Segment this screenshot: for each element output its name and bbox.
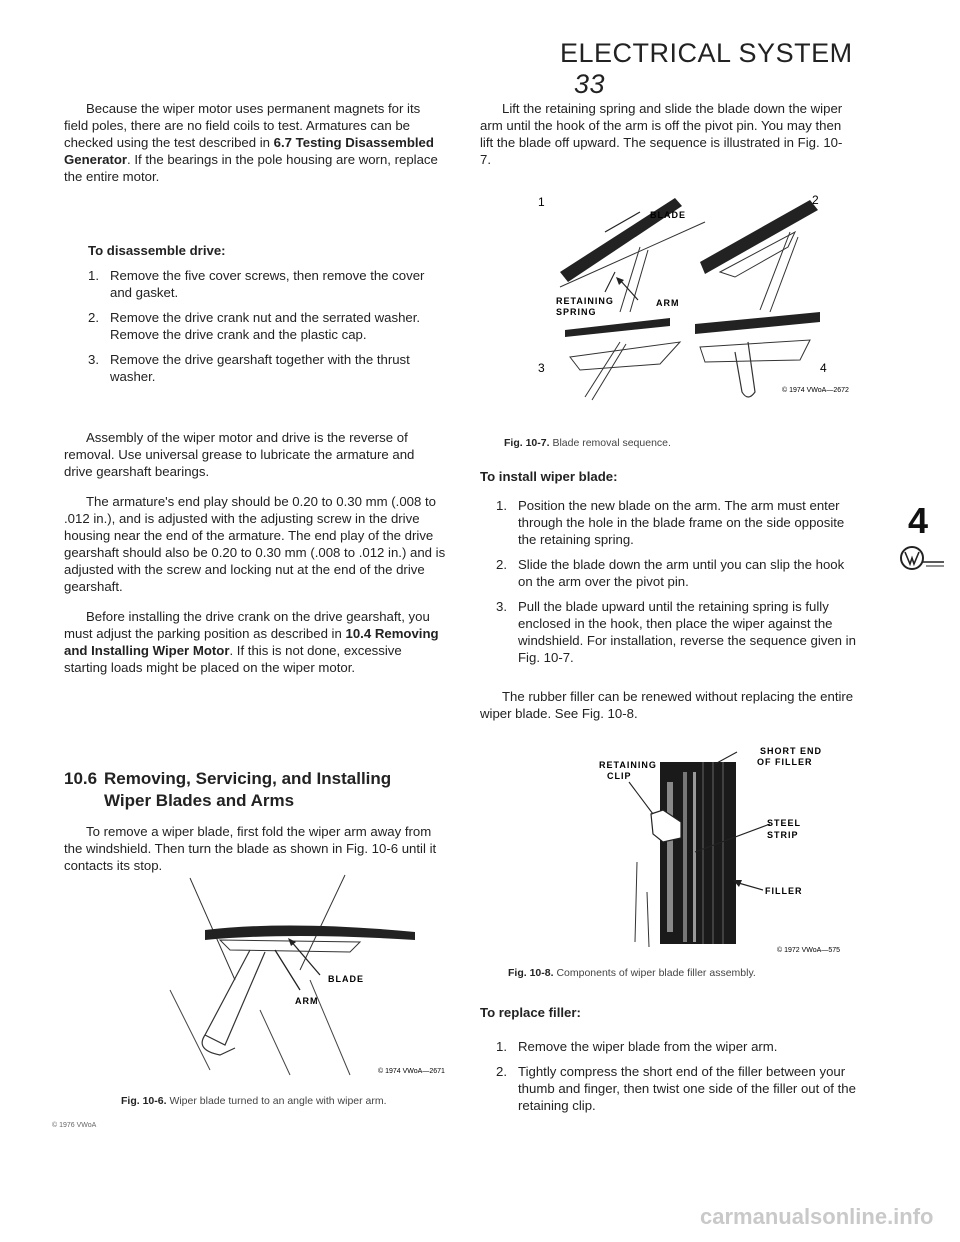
caption-text: Components of wiper blade filler assembly.: [556, 967, 756, 979]
install-steps-list: [496, 497, 860, 666]
caption-text: Wiper blade turned to an angle with wiper arm.: [169, 1095, 387, 1107]
cross-reference: 10.4 Removing and Installing Wiper Motor: [64, 626, 439, 658]
list-item: 1. Remove the wiper blade from the wiper arm.: [496, 1039, 778, 1054]
subheading-replace-filler: To replace filler:: [480, 1005, 581, 1020]
caption-text: Blade removal sequence.: [552, 437, 671, 449]
paragraph-filler: The rubber filler can be renewed without replacing the entire wiper blade. See Fig. 10-8.: [480, 689, 854, 721]
drive-steps-list: [88, 267, 446, 385]
right-paragraph-lift: [480, 100, 852, 168]
paragraph-assembly: Assembly of the wiper motor and drive is the reverse of removal. Use universal grease to lubricate the armature and drive gearshaft bearings.: [64, 430, 415, 479]
figure-label: STRIP: [767, 830, 799, 840]
step-number: 3: [538, 361, 546, 375]
figure-caption: [508, 967, 858, 979]
figure-10-8: [555, 742, 855, 954]
vw-logo-icon: [900, 545, 946, 571]
list-item: 1. Position the new blade on the arm. The arm must enter through the hole in the blade frame on the side opposite the retaining spring.: [496, 498, 845, 547]
filler-assembly-illustration: [555, 742, 855, 954]
caption-number: Fig. 10-7.: [504, 437, 550, 449]
page-header: [560, 38, 860, 100]
figure-label: STEEL: [767, 818, 802, 828]
figure-credit: © 1974 VWoA—2671: [378, 1068, 445, 1075]
watermark: carmanualsonline.info: [700, 1204, 934, 1229]
figure-label: BLADE: [650, 210, 686, 220]
install-blade-section: [480, 468, 860, 722]
subheading-install-blade: To install wiper blade:: [480, 469, 618, 484]
blade-removal-illustration: [530, 192, 855, 414]
step-number: 1: [538, 195, 546, 209]
section-title-line1: Removing, Servicing, and Installing: [104, 769, 392, 788]
copyright-notice: © 1976 VWoA: [52, 1122, 97, 1129]
figure-credit: © 1974 VWoA—2672: [782, 387, 849, 394]
figure-label: CLIP: [607, 771, 632, 781]
subheading-disassemble-drive: To disassemble drive:: [88, 243, 226, 258]
figure-10-6: [150, 870, 450, 1085]
paragraph-lift-spring: Lift the retaining spring and slide the blade down the wiper arm until the hook of the arm is off the pivot pin. You may then lift the blade off upward. The sequence is illustrated in Fig. 10-7.: [480, 101, 843, 167]
paragraph-remove-blade: To remove a wiper blade, first fold the wiper arm away from the windshield. Then turn the blade as shown in Fig. 10-6 until it contacts its stop.: [64, 824, 437, 873]
figure-label: SHORT END: [760, 746, 823, 756]
section-title-line2: Wiper Blades and Arms: [104, 791, 295, 810]
list-item: 2. Tightly compress the short end of the filler between your thumb and finger, then twist one side of the filler out of the retaining clip.: [496, 1064, 856, 1113]
paragraph-motor-test: Because the wiper motor uses permanent magnets for its field poles, there are no field coils to test. Armatures can be checked using the test described in 6.7 Testing Disassembled Generator. If the bearings in the pole housing are worn, replace the entire motor.: [64, 101, 438, 184]
caption-number: Fig. 10-8.: [508, 967, 554, 979]
replace-filler-section: [480, 1004, 860, 1122]
replace-steps-list: [496, 1038, 860, 1114]
cross-reference: 6.7 Testing Disassembled Generator: [64, 135, 434, 167]
list-item: 2. Slide the blade down the arm until you can slip the hook on the arm over the pivot pin.: [496, 557, 845, 589]
step-number: 4: [820, 361, 828, 375]
paragraph-end-play: The armature's end play should be 0.20 to 0.30 mm (.008 to .012 in.), and is adjusted with the adjusting screw in the drive housing near the end of the armature. The end play of the drive gearshaft should also be 0.20 to 0.30 mm (.008 to .012 in.) and is adjusted with the screw and locking nut at the end of the drive gearshaft.: [64, 494, 446, 594]
figure-label: ARM: [295, 996, 319, 1006]
figure-label: SPRING: [556, 307, 597, 317]
chapter-title: ELECTRICAL SYSTEM: [560, 38, 853, 68]
figure-credit: © 1972 VWoA—575: [777, 947, 841, 954]
list-item: 2. Remove the drive crank nut and the serrated washer. Remove the drive crank and the plastic cap.: [88, 310, 421, 342]
section-heading: [64, 768, 446, 812]
figure-label: ARM: [656, 298, 680, 308]
figure-caption: [504, 437, 844, 449]
figure-10-7: [530, 192, 855, 414]
list-item: 3. Pull the blade upward until the retaining spring is fully enclosed in the hook, then place the wiper against the windshield. For installation, reverse the sequence given in Fig. 10-7.: [496, 599, 856, 665]
left-column: [64, 100, 446, 185]
figure-label: BLADE: [328, 974, 364, 984]
left-paragraphs: [64, 429, 446, 676]
section-number: 10.6: [64, 769, 98, 788]
figure-label: RETAINING: [599, 760, 657, 770]
step-number: 2: [812, 193, 820, 207]
figure-label: FILLER: [765, 886, 803, 896]
figure-caption: [121, 1095, 451, 1107]
figure-label: RETAINING: [556, 296, 614, 306]
list-item: 1. Remove the five cover screws, then remove the cover and gasket.: [88, 268, 425, 300]
paragraph-parking-position: Before installing the drive crank on the drive gearshaft, you must adjust the parking position as described in 10.4 Removing and Installing Wiper Motor. If this is not done, excessive starting loads might be placed on the wiper motor.: [64, 609, 439, 675]
page-number: 33: [574, 69, 606, 99]
wiper-arm-illustration: [150, 870, 450, 1085]
figure-label: OF FILLER: [757, 757, 813, 767]
left-paragraph-remove: [64, 823, 446, 874]
chapter-tab-number: 4: [908, 500, 929, 541]
caption-number: Fig. 10-6.: [121, 1095, 167, 1107]
drive-disassembly-section: [88, 242, 446, 393]
list-item: 3. Remove the drive gearshaft together with the thrust washer.: [88, 352, 410, 384]
